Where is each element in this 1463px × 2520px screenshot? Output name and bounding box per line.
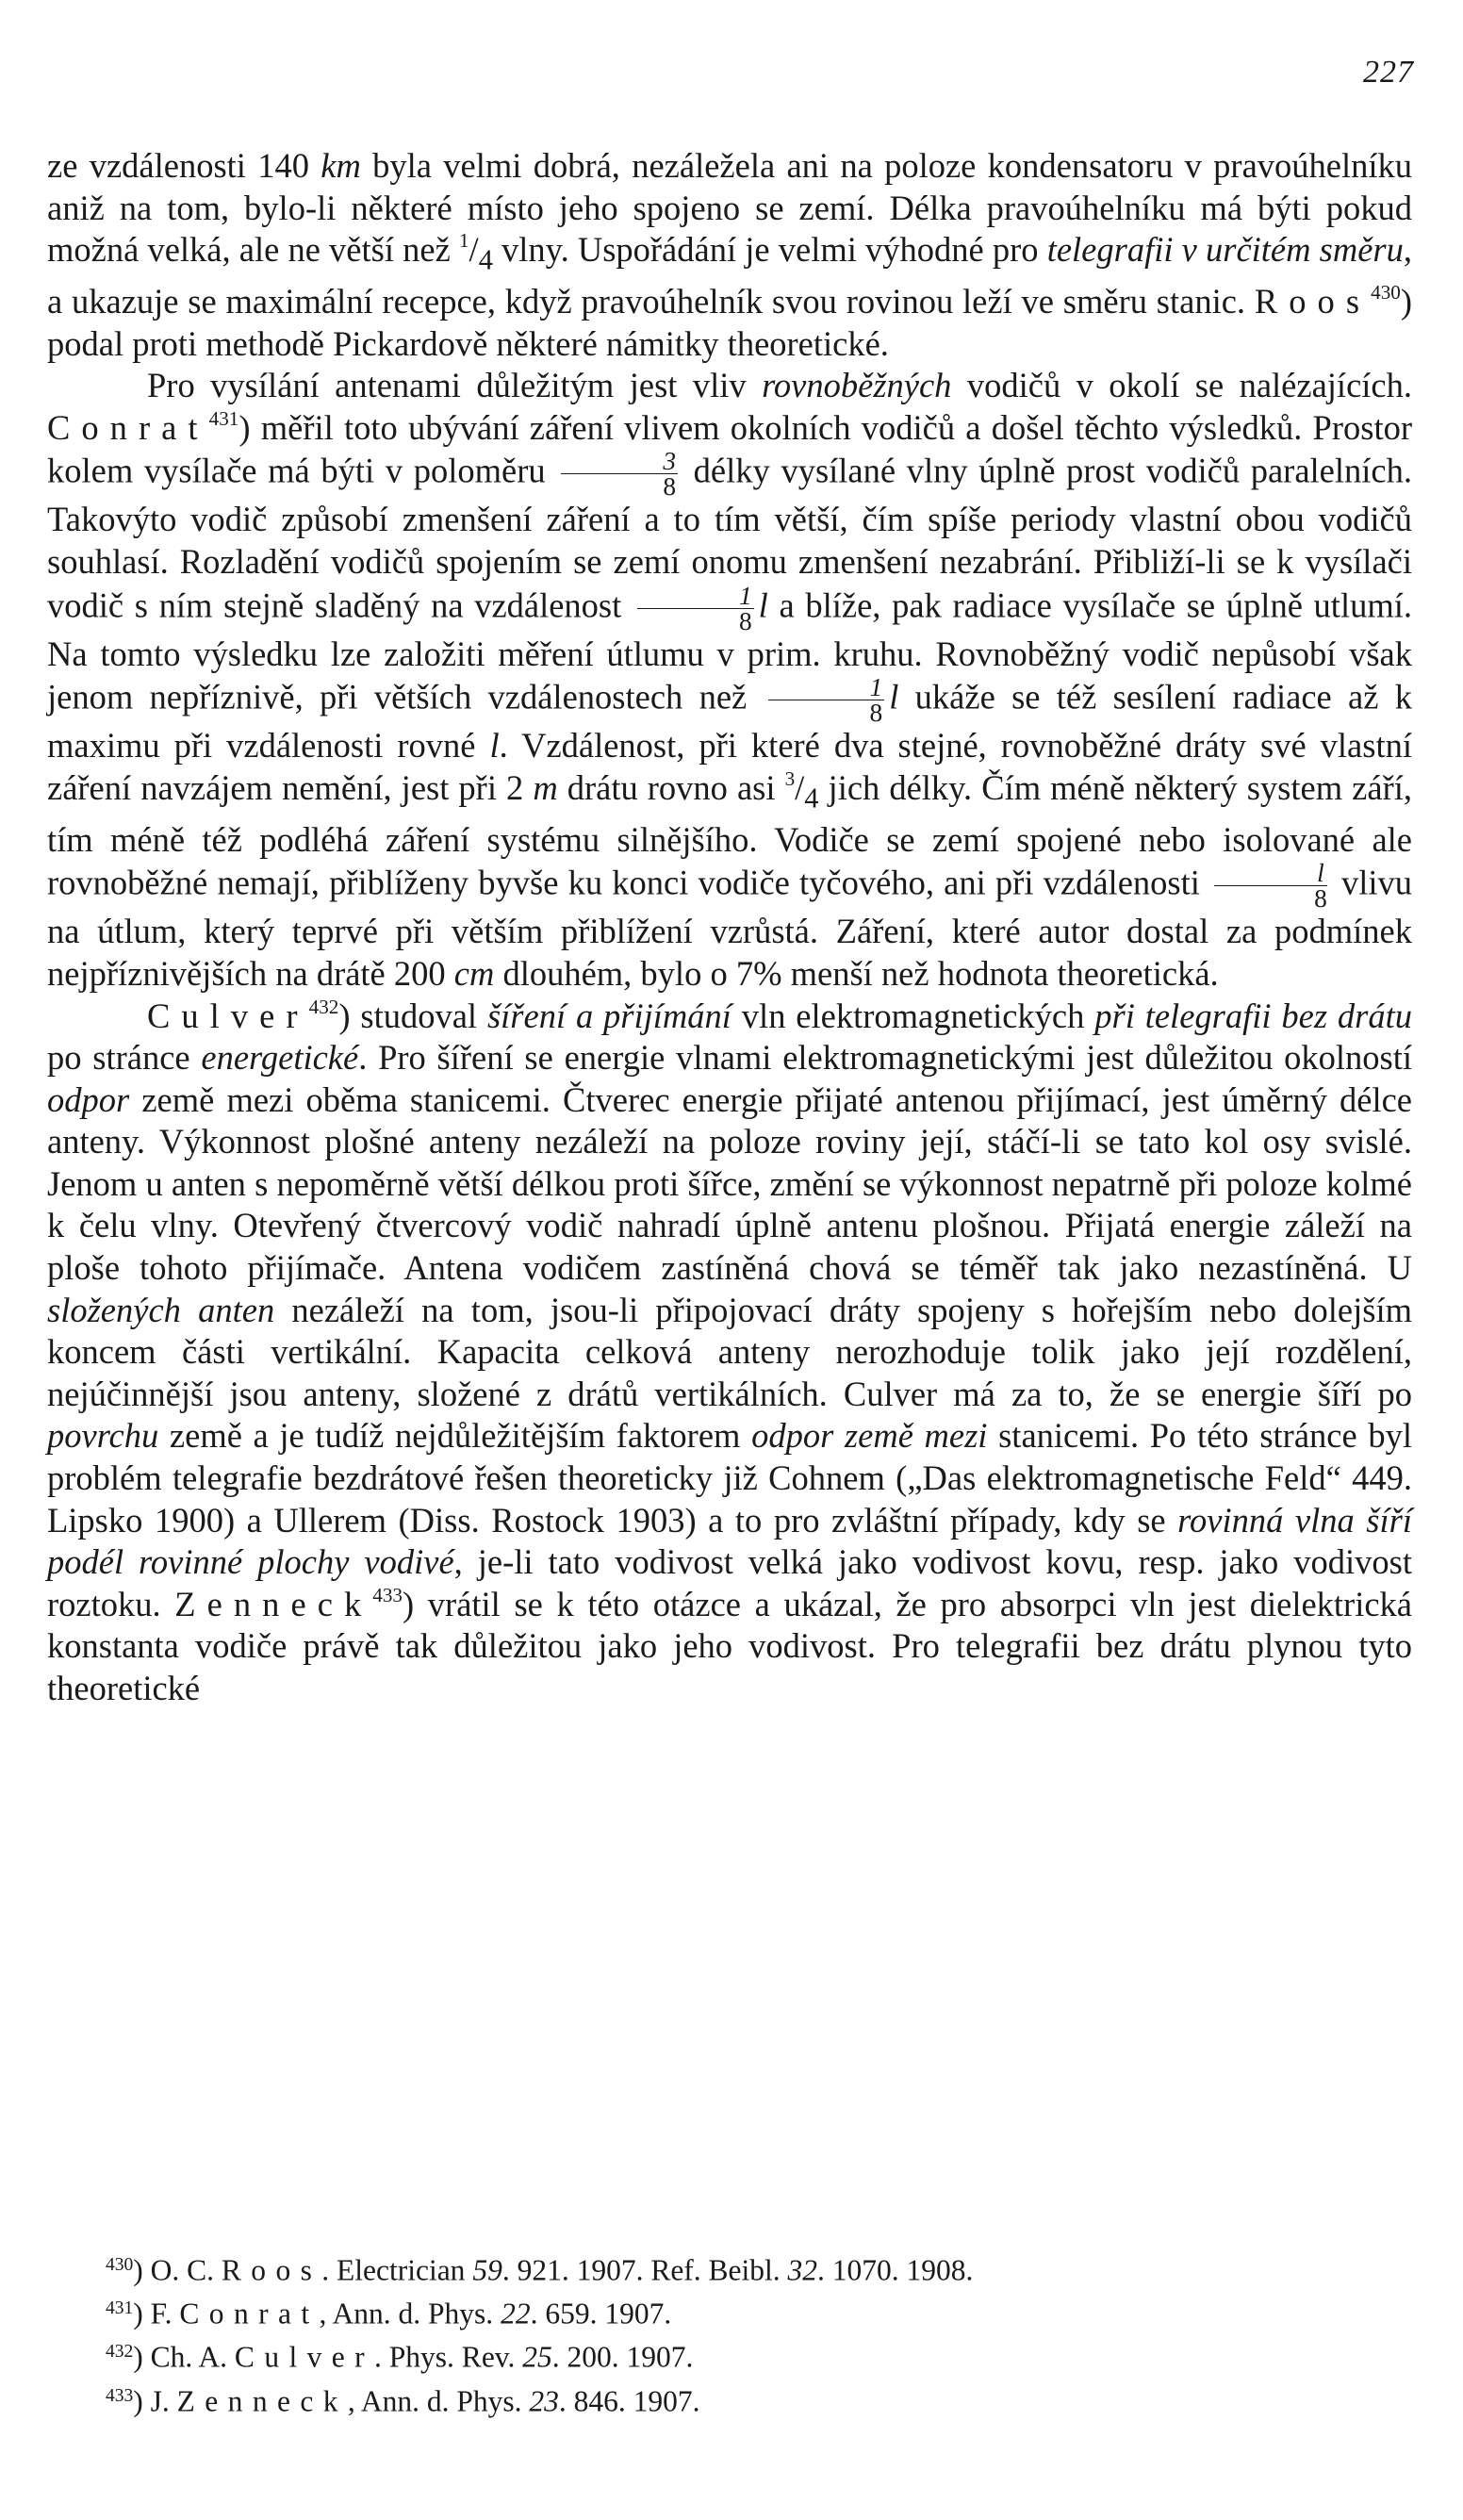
page-number: 227 — [1363, 55, 1414, 90]
italic-text: rovinná vlna šíří podél rovinné plochy vodivé — [47, 1500, 1412, 1582]
text-run: / — [795, 767, 805, 807]
text-run: ) F. — [133, 2297, 180, 2331]
fraction-denominator: 8 — [663, 472, 677, 502]
text-run: ukáže se též sesílení radiace až k maximu při vzdálenosti rovné — [47, 677, 1413, 766]
footnote-mark: 430 — [106, 2255, 134, 2275]
text-run: . 659. 1907. — [530, 2297, 672, 2331]
text-run: drátu rovno asi — [557, 767, 785, 807]
italic-text: 23 — [529, 2384, 559, 2418]
text-run: vodičů v okolí se nalézajících. — [951, 366, 1412, 405]
text-run: ) měřil toto ubývání záření vlivem okolních vodičů a došel těchto výsledků. Prostor kolem vysílače má býti v poloměru — [47, 407, 1412, 490]
italic-text: odpor země mezi — [751, 1416, 988, 1456]
italic-text: cm — [453, 953, 495, 993]
paragraph — [47, 365, 1412, 995]
text-run: / — [468, 230, 479, 270]
text-run: . 200. 1907. — [551, 2341, 694, 2375]
fraction-denominator: 8 — [869, 699, 883, 728]
spaced-author-name: Roos — [1254, 282, 1372, 321]
spaced-author-name: Conrat — [179, 2297, 320, 2331]
italic-text: povrchu — [47, 1416, 159, 1456]
italic-text: km — [321, 146, 361, 185]
fraction-denominator: 8 — [1314, 884, 1327, 914]
text-run: ) studoval — [338, 996, 487, 1035]
text-run: . Phys. Rev. — [374, 2341, 523, 2375]
fraction-numerator: 1 — [637, 584, 754, 609]
fraction-numerator: 3 — [561, 449, 678, 474]
text-run: délky vysílané vlny úplně prost vodičů paralelních. Takovýto vodič způsobí zmenšení záření a to tím větší, čím spíše periody vlastní obou vodičů souhlasí. Rozladění vodičů spojením se zemí onomu zmenšení nezabrání. Přibliží-li se k vysílači vodič s ním stejně sladěný na vzdálenost — [47, 451, 1412, 624]
text-run: ) vrátil se k této otázce a ukázal, že pro absorpci vln jest dielektrická konstanta vodiče právě tak důležitou jako jeho vodivost. Pro telegrafii bez drátu plynou tyto theoretické — [47, 1584, 1413, 1707]
footnote-mark: 431 — [106, 2298, 134, 2319]
text-run: . 921. 1907. Ref. Beibl. — [501, 2253, 788, 2287]
text-run: ) podal proti methodě Pickardově některé námitky theoretické. — [47, 282, 1412, 363]
paragraph — [47, 145, 1412, 365]
text-run: vln elektromagnetických — [731, 996, 1095, 1035]
italic-text: telegrafii v určitém směru — [1046, 230, 1404, 270]
subscript: 4 — [478, 243, 493, 276]
footnotes — [106, 2247, 1406, 2421]
italic-text: 32 — [787, 2253, 818, 2287]
text-run: a blíže, pak radiace vysílače se úplně utlumí. Na tomto výsledku lze založiti měření útlumu v prim. kruhu. Rovnoběžný vodič nepůsobí však jenom nepříznivě, při větších vzdálenostech než — [47, 585, 1412, 716]
paragraph — [47, 996, 1412, 1710]
spaced-author-name: Culver — [147, 996, 309, 1035]
footnote — [106, 2247, 1406, 2290]
spaced-author-name: Culver — [234, 2341, 375, 2375]
text-run: , a ukazuje se maximální recepce, když pravoúhelník svou rovinou leží ve směru stanic. — [47, 230, 1412, 321]
text-run: ) Ch. A. — [133, 2341, 235, 2375]
text-run: vlivu na útlum, který teprvé při větším přiblížení vzrůstá. Záření, které autor dostal za podmínek nejpříznivějších na drátě 200 — [47, 863, 1412, 993]
footnote-mark: 433 — [106, 2385, 134, 2406]
superscript: 1 — [458, 229, 469, 253]
text-run: stanicemi. Po této stránce byl problém telegrafie bezdrátové řešen theoreticky již Cohnem („Das elektromagnetische Feld“ 449. Lipsko 1900) a Ullerem (Diss. Rostock 1903) a to pro zvláštní případy, kdy se — [47, 1416, 1412, 1540]
fraction — [1214, 859, 1327, 914]
italic-text: šíření a přijímání — [486, 996, 732, 1035]
footnote — [106, 2378, 1406, 2421]
text-run: . Pro šíření se energie vlnami elektromagnetickými jest důležitou okolností — [358, 1038, 1412, 1078]
subscript: 4 — [804, 782, 819, 815]
text-run: dlouhém, bylo o 7% menší než hodnota theoretická. — [494, 953, 1219, 993]
footnote — [106, 2333, 1406, 2377]
spaced-author-name: Zenneck — [176, 2384, 348, 2418]
superscript: 3 — [784, 767, 796, 791]
italic-text: l — [758, 585, 768, 624]
text-run: . Vzdálenost, při které dva stejné, rovnoběžné dráty své vlastní záření navzájem nemění, jest při 2 — [47, 726, 1412, 807]
superscript: 430 — [1371, 281, 1401, 305]
fraction — [637, 581, 754, 635]
italic-text: složených anten — [47, 1290, 275, 1329]
text-run: Pro vysílání antenami důležitým jest vliv — [147, 366, 763, 405]
italic-text: odpor — [47, 1079, 130, 1119]
footnote-mark: 432 — [106, 2342, 134, 2363]
text-run: země a je tudíž nejdůležitějším faktorem — [158, 1416, 752, 1456]
text-run: jich délky. Čím méně některý system září, tím méně též podléhá záření systému silnějšího. Vodiče se zemí spojené nebo isolované ale rovnoběžné nemají, přiblíženy byvše ku konci vodiče tyčového, ani při vzdálenosti — [47, 767, 1412, 902]
text-run: po stránce — [47, 1038, 202, 1078]
superscript: 433 — [372, 1584, 403, 1606]
superscript: 432 — [308, 995, 339, 1018]
text-run: , Ann. d. Phys. — [347, 2384, 530, 2418]
italic-text: l — [889, 677, 899, 716]
text-run: země mezi oběma stanicemi. Čtverec energie přijaté antenou přijímací, jest úměrný délce anteny. Výkonnost plošné anteny nezáleží na poloze roviny její, stáčí-li se tato kol osy svislé. Jenom u anten s nepoměrně větší délkou proti šířce, změní se výkonnost nepatrně při poloze kolmé k čelu vlny. Otevřený čtvercový vodič nahradí úplně antenu plošnou. Přijatá energie záleží na ploše tohoto přijímače. Antena vodičem zastíněná chová se téměř tak jako nezastíněná. U — [47, 1079, 1412, 1288]
text-run: ze vzdálenosti 140 — [47, 146, 321, 185]
text-run: . 1070. 1908. — [817, 2253, 974, 2287]
italic-text: m — [533, 767, 558, 807]
text-run: vlny. Uspořádání je velmi výhodné pro — [492, 230, 1047, 270]
italic-text: l — [489, 726, 500, 766]
text-run: ) J. — [133, 2384, 177, 2418]
fraction — [768, 673, 885, 728]
fraction — [561, 447, 678, 502]
fraction-numerator: l — [1214, 861, 1327, 886]
fraction-numerator: 1 — [768, 675, 885, 700]
spaced-author-name: Zenneck — [174, 1584, 373, 1623]
body-text — [47, 145, 1412, 1710]
fraction-denominator: 8 — [738, 606, 752, 635]
italic-text: při telegrafii bez drátu — [1094, 996, 1413, 1035]
italic-text: 59 — [472, 2253, 502, 2287]
footnote — [106, 2290, 1406, 2333]
italic-text: energetické — [201, 1038, 359, 1078]
text-run: nezáleží na tom, jsou-li připojovací dráty spojeny s hořejším nebo dolejším koncem části vertikální. Kapacita celková anteny nerozhoduje tolik jako její rozdělení, nejúčinnější jsou anteny, složené z drátů vertikálních. Culver má za to, že se energie šíří po — [47, 1290, 1412, 1413]
text-run: ) O. C. — [133, 2253, 222, 2287]
text-run: . 846. 1907. — [558, 2384, 700, 2418]
text-run: byla velmi dobrá, nezáležela ani na poloze kondensatoru v pravoúhelníku aniž na tom, bylo-li některé místo jeho spojeno se zemí. Délka pravoúhelníku má býti pokud možná velká, ale ne větší než — [47, 146, 1413, 270]
spaced-author-name: Roos — [221, 2253, 322, 2287]
spaced-author-name: Conrat — [47, 407, 209, 447]
text-run: , Ann. d. Phys. — [319, 2297, 501, 2331]
superscript: 431 — [208, 407, 239, 431]
italic-text: 25 — [522, 2341, 552, 2375]
italic-text: 22 — [501, 2297, 531, 2331]
text-run: , je-li tato vodivost velká jako vodivost kovu, resp. jako vodivost roztoku. — [47, 1542, 1412, 1623]
italic-text: rovnoběžných — [762, 366, 952, 405]
text-run: . Electrician — [321, 2253, 473, 2287]
